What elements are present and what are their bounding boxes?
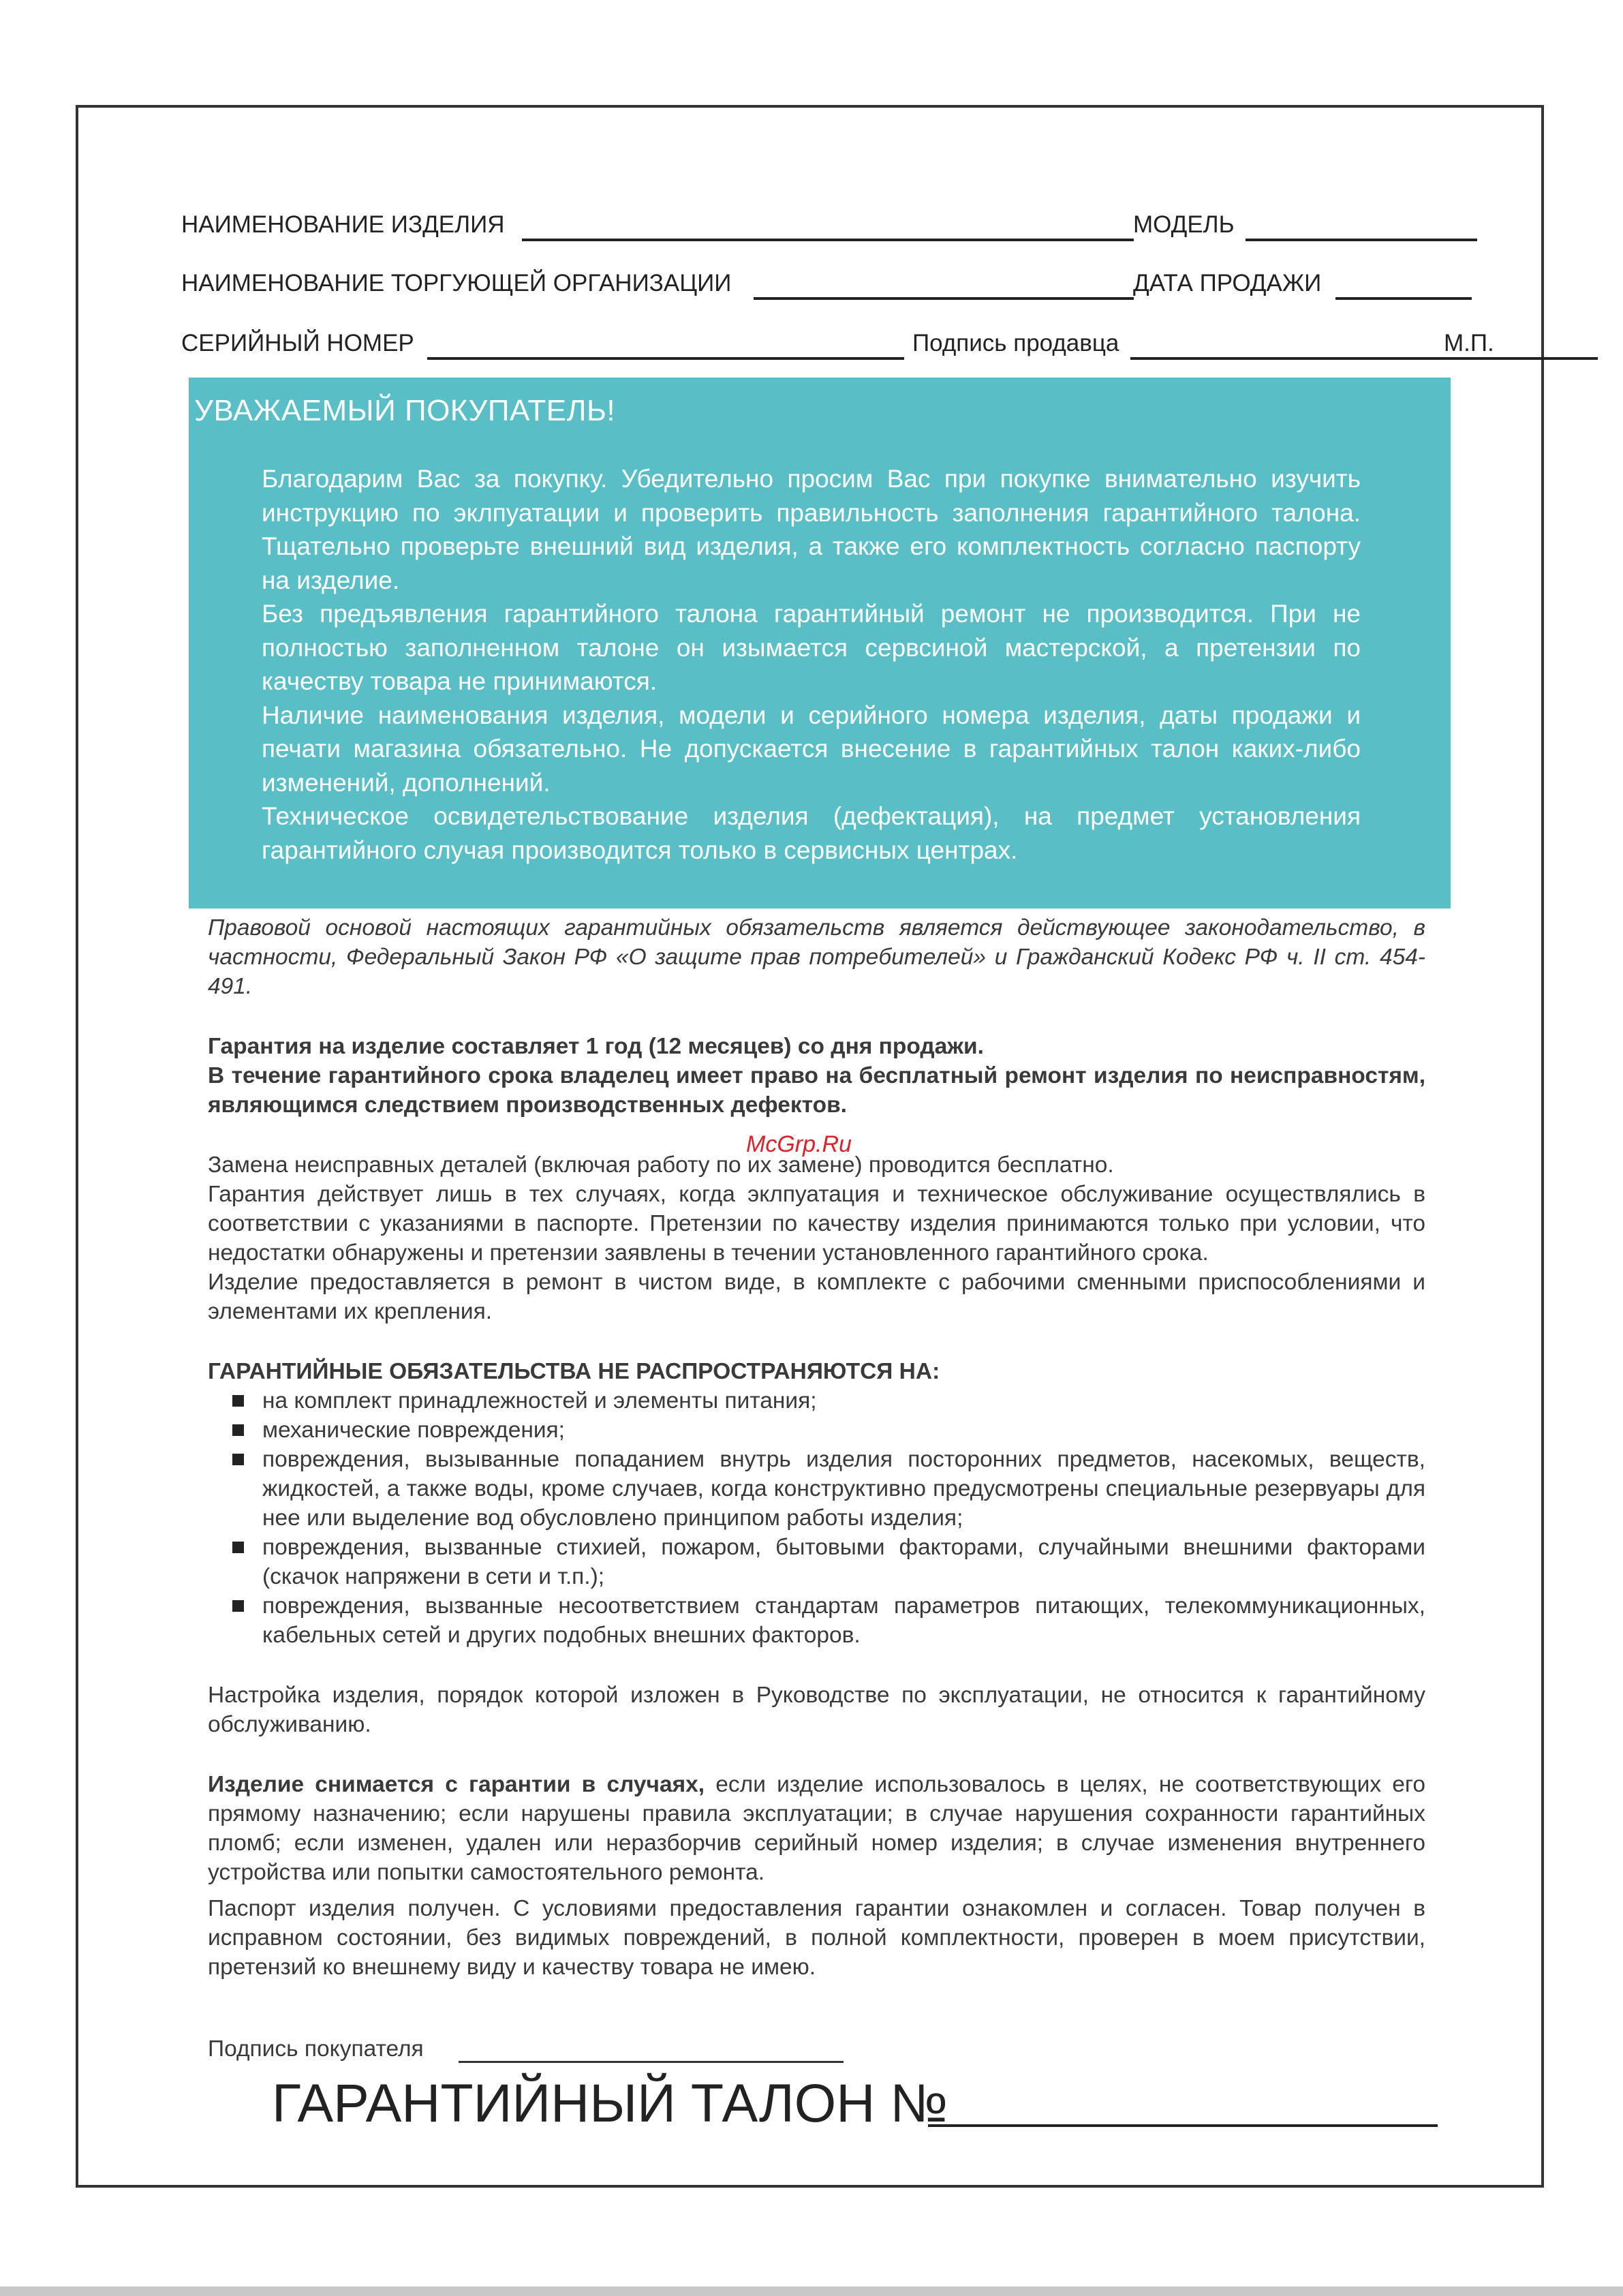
- removal-conditions: [208, 1770, 1425, 1887]
- model-field[interactable]: [1246, 239, 1477, 241]
- serial-label: СЕРИЙНЫЙ НОМЕР: [181, 330, 414, 356]
- seller-signature-label: Подпись продавца: [912, 330, 1119, 356]
- customer-notice-panel: [189, 378, 1451, 908]
- removal-lead: Изделие снимается с гарантии в случаях,: [208, 1772, 705, 1797]
- serial-field[interactable]: [427, 357, 904, 360]
- sale-date-label: ДАТА ПРОДАЖИ: [1133, 270, 1322, 296]
- notice-paragraph: Наличие наименования изделия, модели и серийного номера изделия, даты продажи и печати магазина обязательно. Не допускается внесение в гарантийных талон каких-либо изменений, дополнений.: [262, 701, 1361, 797]
- notice-body: [262, 462, 1361, 867]
- stamp-label: М.П.: [1444, 330, 1494, 356]
- notice-title: УВАЖАЕМЫЙ ПОКУПАТЕЛЬ!: [194, 394, 616, 427]
- list-item-text: повреждения, вызванные стихией, пожаром, бытовыми факторами, случайными внешними факторами (скачок напряжени в сети и т.п.);: [262, 1535, 1425, 1589]
- notice-paragraph: Благодарим Вас за покупку. Убедительно просим Вас при покупке внимательно изучить инструкцию по эклпуатации и проверить правильность заполнения гарантийного талона. Тщательно проверьте внешний вид изделия, а также его комплектность согласно паспорту на изделие.: [262, 465, 1361, 594]
- list-item: [208, 1386, 1425, 1415]
- list-item-text: на комплект принадлежностей и элементы питания;: [262, 1388, 817, 1413]
- warranty-right: В течение гарантийного срока владелец имеет право на бесплатный ремонт изделия по неисправностям, являющимся следствием производственных дефектов.: [208, 1063, 1425, 1118]
- square-bullet-icon: [232, 1424, 244, 1436]
- watermark: McGrp.Ru: [746, 1131, 852, 1157]
- square-bullet-icon: [232, 1395, 244, 1407]
- exclusions-heading: ГАРАНТИЙНЫЕ ОБЯЗАТЕЛЬСТВА НЕ РАСПРОСТРАНЯЮТСЯ НА:: [208, 1359, 940, 1384]
- list-item-text: механические повреждения;: [262, 1418, 565, 1443]
- list-item-text: повреждения, вызыванные попаданием внутрь изделия посторонних предметов, насекомых, веществ, жидкостей, а также воды, кроме случаев, когда конструктивно предусмотрены специальные резервуары для нее или выделение вод обусловлено принципом работы изделия;: [262, 1447, 1425, 1531]
- buyer-signature-label: Подпись покупателя: [208, 2036, 424, 2062]
- talon-title: ГАРАНТИЙНЫЙ ТАЛОН №: [272, 2072, 948, 2133]
- trade-org-row: [181, 270, 1476, 304]
- conditions-paragraph: Замена неисправных деталей (включая работу по их замене) проводится бесплатно.: [208, 1152, 1114, 1178]
- warranty-term: Гарантия на изделие составляет 1 год (12 месяцев) со дня продажи.: [208, 1034, 984, 1059]
- setup-note: Настройка изделия, порядок которой изложен в Руководстве по эксплуатации, не относится к гарантийному обслуживанию.: [208, 1683, 1425, 1737]
- product-name-label: НАИМЕНОВАНИЕ ИЗДЕЛИЯ: [181, 211, 505, 238]
- list-item: [208, 1415, 1425, 1445]
- square-bullet-icon: [232, 1542, 244, 1553]
- product-name-field[interactable]: [522, 239, 1134, 241]
- notice-paragraph: Без предъявления гарантийного талона гарантийный ремонт не производится. При не полностью заполненном талоне он изымается сервсиной мастерской, а претензии по качеству товара не принимаются.: [262, 600, 1361, 695]
- list-item-text: повреждения, вызванные несоответствием стандартам параметров питающих, телекоммуникационных, кабельных сетей и других подобных внешних факторов.: [262, 1593, 1425, 1648]
- removal-text: если изделие использовалось в целях, не соответствующих его прямому назначению; если нарушены правила эксплуатации; в случае нарушения сохранности гарантийных пломб; если изменен, удален или неразборчив серийный номер изделия; в случае изменения внутреннего устройства или попытки самостоятельного ремонта.: [208, 1772, 1425, 1885]
- sale-date-field[interactable]: [1335, 297, 1472, 300]
- list-item: [208, 1533, 1425, 1591]
- trade-org-label: НАИМЕНОВАНИЕ ТОРГУЮЩЕЙ ОРГАНИЗАЦИИ: [181, 270, 732, 296]
- buyer-signature-field[interactable]: [459, 2061, 844, 2063]
- square-bullet-icon: [232, 1600, 244, 1612]
- acceptance-statement: Паспорт изделия получен. С условиями предоставления гарантии ознакомлен и согласен. Товар получен в исправном состоянии, без видимых повреждений, в полной комплектности, проверен в моем присутствии, претензий ко внешнему виду и качеству товара не имею.: [208, 1896, 1425, 1980]
- list-item: [208, 1445, 1425, 1533]
- seller-signature-field[interactable]: [1130, 357, 1598, 360]
- serial-row: [181, 330, 1503, 364]
- trade-org-field[interactable]: [754, 297, 1134, 300]
- page-bottom-strip: [0, 2286, 1623, 2296]
- square-bullet-icon: [232, 1454, 244, 1465]
- talon-number-field[interactable]: [928, 2124, 1438, 2127]
- conditions-paragraph: Гарантия действует лишь в тех случаях, когда эклпуатация и техническое обслуживание осуществлялись в соответствии с указаниями в паспорте. Претензии по качеству изделия принимаются только при условии, что недостатки обнаружены и претензии заявлены в течении установленного гарантийного срока.: [208, 1182, 1425, 1266]
- product-name-row: [181, 211, 1476, 245]
- warranty-terms: [208, 913, 1425, 1982]
- model-label: МОДЕЛЬ: [1133, 211, 1235, 238]
- legal-basis: Правовой основой настоящих гарантийных обязательств является действующее законодательство, в частности, Федеральный Закон РФ «О защите прав потребителей» и Гражданский Кодекс РФ ч. II ст. 454-491.: [208, 915, 1425, 999]
- exclusions-list: [208, 1386, 1425, 1650]
- conditions-paragraph: Изделие предоставляется в ремонт в чистом виде, в комплекте с рабочими сменными приспособлениями и элементами их крепления.: [208, 1270, 1425, 1324]
- list-item: [208, 1591, 1425, 1650]
- notice-paragraph: Техническое освидетельствование изделия (дефектация), на предмет установления гарантийного случая производится только в сервисных центрах.: [262, 802, 1361, 864]
